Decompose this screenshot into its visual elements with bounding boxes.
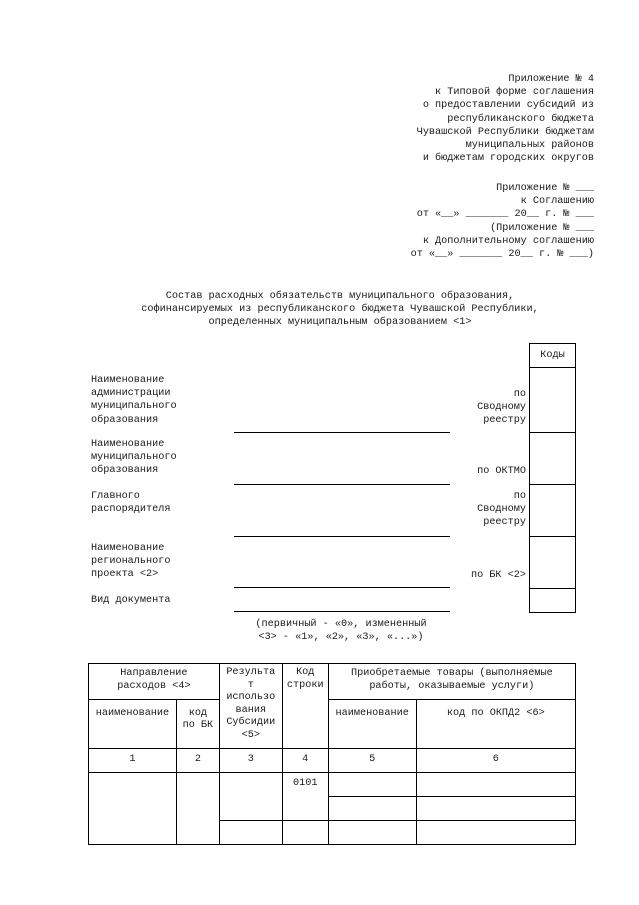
- table-cell-result[interactable]: [219, 820, 282, 844]
- appendix-line: республиканского бюджета: [447, 113, 594, 125]
- agreement-line: к Дополнительному соглашению: [422, 235, 594, 247]
- field-line-admin[interactable]: [234, 432, 450, 433]
- header-direction: Направление расходов <4>: [89, 663, 220, 699]
- column-number: 5: [328, 748, 416, 772]
- header-row-code: Код строки: [282, 663, 328, 748]
- code-cell-4[interactable]: [529, 536, 576, 589]
- code-label-bk: по БК <2>: [470, 570, 526, 581]
- column-number: 1: [89, 748, 177, 772]
- doc-type-note: (первичный - «0», измененный <3> - «1», «2», «3», «...»): [255, 619, 427, 644]
- column-number: 3: [219, 748, 282, 772]
- agreement-line: Приложение № ___: [496, 183, 594, 194]
- header-okpd: код по ОКПД2 <6>: [416, 699, 575, 748]
- table-cell-row-code-empty[interactable]: [282, 820, 328, 844]
- code-cell-2[interactable]: [529, 432, 576, 485]
- appendix-line: к Типовой форме соглашения: [435, 87, 594, 99]
- header-result: Результа т использо вания Субсидии <5>: [219, 663, 282, 748]
- column-number: 4: [282, 748, 328, 772]
- agreement-ref-block: [411, 182, 594, 261]
- field-label-admin: Наименование администрации муниципального образования: [91, 375, 177, 426]
- agreement-line: от «__» _______ 20__ г. № ___: [416, 209, 594, 221]
- appendix-line: о предоставлении субсидий из: [422, 100, 594, 112]
- table-cell-okpd[interactable]: [416, 796, 575, 820]
- field-label-regional-project: Наименование регионального проекта <2>: [91, 543, 171, 581]
- field-label-main-manager: Главного распорядителя: [91, 491, 171, 516]
- codes-header: Коды: [540, 350, 565, 361]
- code-label-manager: по Сводному реестру: [477, 491, 526, 529]
- agreement-line: (Приложение № ___: [490, 222, 594, 234]
- document-title: [60, 290, 620, 330]
- column-number: 6: [416, 748, 575, 772]
- table-cell-bk[interactable]: [176, 772, 219, 844]
- appendix-line: Приложение № 4: [508, 74, 594, 85]
- field-label-doc-type: Вид документа: [91, 595, 171, 606]
- header-goods: Приобретаемые товары (выполняемые работы, оказываемые услуги): [328, 663, 575, 699]
- title-line: определенных муниципальным образованием <1>: [208, 317, 472, 329]
- agreement-line: к Соглашению: [520, 196, 594, 208]
- table-cell-row-code: 0101: [282, 772, 328, 820]
- appendix-line: и бюджетам городских округов: [422, 153, 594, 165]
- code-label-admin: по Сводному реестру: [477, 389, 526, 427]
- appendix-line: Чувашской Республики бюджетам: [416, 126, 594, 138]
- table-cell-goods-name[interactable]: [328, 772, 416, 796]
- code-cell-1[interactable]: [529, 367, 576, 433]
- field-line-regional-project[interactable]: [234, 587, 450, 588]
- appendix-block: [417, 73, 594, 165]
- table-cell-result[interactable]: [219, 772, 282, 820]
- field-line-doc-type[interactable]: [234, 611, 450, 612]
- table-cell-goods-name[interactable]: [328, 796, 416, 820]
- header-bk: код по БК: [176, 699, 219, 748]
- code-cell-3[interactable]: [529, 484, 576, 537]
- header-name: наименование: [89, 699, 177, 748]
- field-label-municipality: Наименование муниципального образования: [91, 439, 177, 477]
- table-cell-name[interactable]: [89, 772, 177, 844]
- table-cell-goods-name[interactable]: [328, 820, 416, 844]
- appendix-line: муниципальных районов: [465, 140, 594, 152]
- obligations-table: [88, 663, 576, 845]
- code-cell-5[interactable]: [529, 588, 576, 613]
- table-cell-okpd[interactable]: [416, 820, 575, 844]
- title-line: софинансируемых из республиканского бюджета Чувашской Республики,: [141, 304, 539, 316]
- header-goods-name: наименование: [328, 699, 416, 748]
- code-label-oktmo: по ОКТМО: [477, 466, 526, 477]
- column-number: 2: [176, 748, 219, 772]
- table-cell-okpd[interactable]: [416, 772, 575, 796]
- field-line-main-manager[interactable]: [234, 536, 450, 537]
- title-line: Состав расходных обязательств муниципального образования,: [165, 291, 515, 302]
- agreement-line: от «__» _______ 20__ г. № ___): [410, 249, 594, 261]
- field-line-municipality[interactable]: [234, 484, 450, 485]
